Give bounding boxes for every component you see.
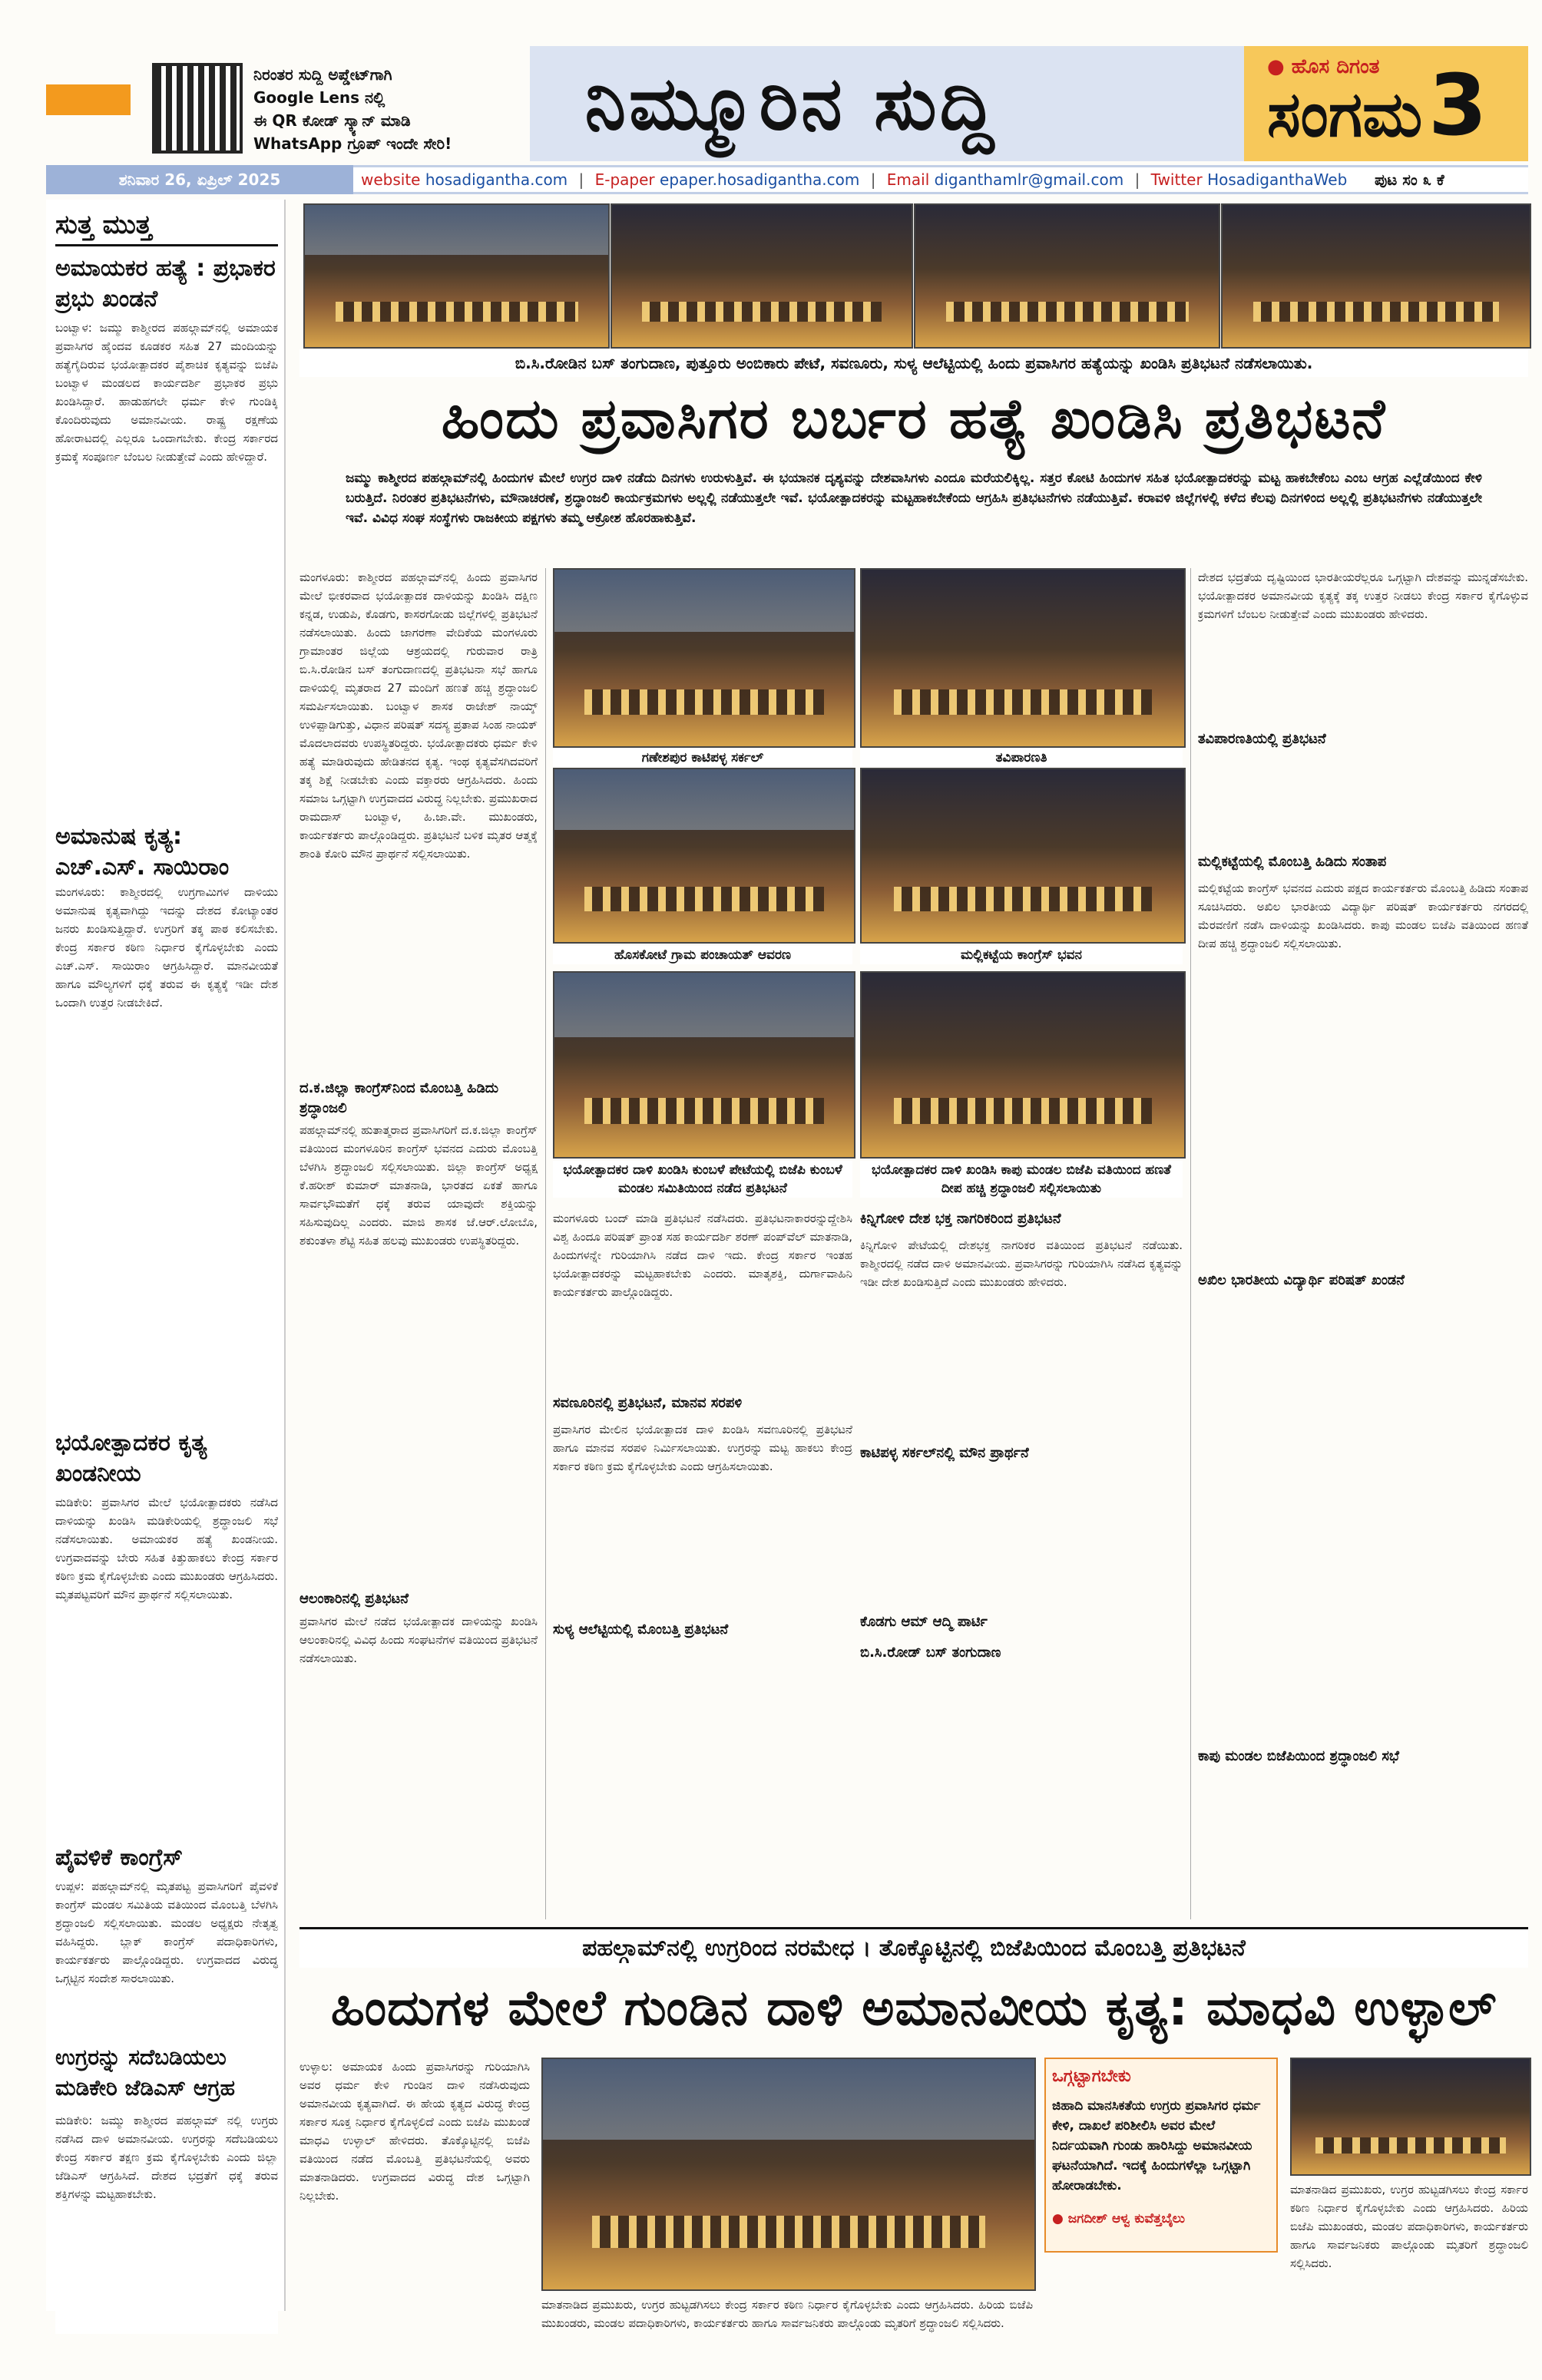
qr-line: ಈ QR ಕೋಡ್ ಸ್ಕ್ಯಾನ್ ಮಾಡಿ <box>253 111 411 130</box>
article-body: ಉಳ್ಳಾಲ: ಅಮಾಯಕ ಹಿಂದು ಪ್ರವಾಸಿಗರನ್ನು ಗುರಿಯಾಗಿಸಿ ಅವರ ಧರ್ಮ ಕೇಳಿ ಗುಂಡಿನ ದಾಳಿ ನಡೆಸಿರುವುದು ಅಮಾನವೀಯ ಕೃತ್ಯವಾಗಿದೆ. ಈ ಹೇಯ ಕೃತ್ಯದ ವಿರುದ್ಧ ಕೇಂದ್ರ ಸರ್ಕಾರ ಸೂಕ್ತ ನಿರ್ಧಾರ ಕೈಗೊಳ್ಳಲಿದೆ ಎಂದು ಬಿಜೆಪಿ ಮುಖಂಡೆ ಮಾಧವಿ ಉಳ್ಳಾಲ್ ಹೇಳಿದರು. ತೊಕ್ಕೊಟ್ಟಿನಲ್ಲಿ ಬಿಜೆಪಿ ವತಿಯಿಂದ ನಡೆದ ಮೊಂಬತ್ತಿ ಪ್ರತಿಭಟನೆಯಲ್ಲಿ ಅವರು ಮಾತನಾಡಿದರು. ಉಗ್ರವಾದದ ವಿರುದ್ಧ ದೇಶ ಒಗ್ಗಟ್ಟಾಗಿ ನಿಲ್ಲಬೇಕು. <box>299 2060 530 2203</box>
photo-caption: ಭಯೋತ್ಪಾದಕರ ದಾಳಿ ಖಂಡಿಸಿ ಕುಂಬಳೆ ಪೇಟೆಯಲ್ಲಿ ಬಿಜೆಪಿ ಕುಂಬಳೆ ಮಂಡಲ ಸಮಿತಿಯಿಂದ ನಡೆದ ಪ್ರತಿಭಟನೆ <box>553 1161 852 1198</box>
brand-color-bar <box>46 84 131 115</box>
story-headline[interactable]: ಉಗ್ರರನ್ನು ಸದೆಬಡಿಯಲು ಮಡಿಕೇರಿ ಜೆಡಿಎಸ್ ಆಗ್ರಹ <box>55 2042 278 2104</box>
separator: | <box>870 170 876 189</box>
article-subhead: ಕೊಡಗು ಆಮ್ ಆದ್ಮಿ ಪಾರ್ಟಿ <box>860 1614 988 1630</box>
article-body: ದೇಶದ ಭದ್ರತೆಯ ದೃಷ್ಟಿಯಿಂದ ಭಾರತೀಯರೆಲ್ಲರೂ ಒಗ್ಗಟ್ಟಾಗಿ ದೇಶವನ್ನು ಮುನ್ನಡೆಸಬೇಕು. ಭಯೋತ್ಪಾದಕರ ಅಮಾನವೀಯ ಕೃತ್ಯಕ್ಕೆ ತಕ್ಕ ಉತ್ತರ ನೀಡಲು ಕೇಂದ್ರ ಸರ್ಕಾರ ಕೈಗೊಳ್ಳುವ ಕ್ರಮಗಳಿಗೆ ಬೆಂಬಲ ನೀಡುತ್ತೇವೆ ಎಂದು ಮುಖಂಡರು ಹೇಳಿದರು. <box>1198 570 1528 621</box>
quote-title: ಒಗ್ಗಟ್ಟಾಗಬೇಕು <box>1052 2067 1131 2086</box>
page-title: ನಿಮ್ಮೂರಿನ ಸುದ್ದಿ <box>584 61 998 147</box>
quote-author: ● ಜಗದೀಶ್ ಆಳ್ವ ಕುವೆತ್ತಬೈಲು <box>1052 2211 1185 2226</box>
news-photo[interactable] <box>1221 203 1531 349</box>
news-photo[interactable] <box>914 203 1220 349</box>
news-photo[interactable] <box>1290 2058 1531 2176</box>
news-photo[interactable] <box>860 568 1186 748</box>
photo-caption: ಮಲ್ಲಿಕಟ್ಟೆಯ ಕಾಂಗ್ರೆಸ್ ಭವನ <box>860 946 1183 964</box>
newspaper-brand: ● ಹೊಸ ದಿಗಂತ <box>1267 55 1380 78</box>
news-photo[interactable] <box>860 768 1186 944</box>
story-headline[interactable]: ಅಮಾನುಷ ಕೃತ್ಯ: ಎಚ್.ಎಸ್. ಸಾಯಿರಾಂ <box>55 823 230 881</box>
story-headline[interactable]: ಅಮಾಯಕರ ಹತ್ಯೆ : ಪ್ರಭಾಕರ ಪ್ರಭು ಖಂಡನೆ <box>55 255 276 312</box>
main-headline[interactable]: ಹಿಂದು ಪ್ರವಾಸಿಗರ ಬರ್ಬರ ಹತ್ಯೆ ಖಂಡಿಸಿ ಪ್ರತಿಭಟನೆ <box>441 386 1387 451</box>
article-subhead: ಕಿನ್ನಿಗೋಳಿ ದೇಶ ಭಕ್ತ ನಾಗರಿಕರಿಂದ ಪ್ರತಿಭಟನೆ <box>860 1211 1061 1227</box>
twitter-label: Twitter <box>1150 170 1203 189</box>
issue-date: ಶನಿವಾರ 26, ಏಪ್ರಿಲ್ 2025 <box>46 165 353 194</box>
epaper-label: E-paper <box>594 170 655 189</box>
news-photo[interactable] <box>303 203 610 349</box>
qr-line: ನಿರಂತರ ಸುದ್ದಿ ಅಪ್ಡೇಟ್‌ಗಾಗಿ <box>253 65 392 84</box>
story-headline[interactable]: ಪೈವಳಿಕೆ ಕಾಂಗ್ರೆಸ್ <box>55 1844 184 1871</box>
news-photo[interactable] <box>553 971 855 1159</box>
pages-code: ಪುಟ ಸಂ ೩ ಕೆ <box>1375 170 1444 189</box>
news-photo[interactable] <box>553 568 855 748</box>
quote-body: ಜಿಹಾದಿ ಮಾನಸಿಕತೆಯ ಉಗ್ರರು ಪ್ರವಾಸಿಗರ ಧರ್ಮ ಕೇಳಿ, ದಾಖಲೆ ಪರಿಶೀಲಿಸಿ ಅವರ ಮೇಲೆ ನಿರ್ದಯವಾಗಿ ಗುಂಡು ಹಾರಿಸಿದ್ದು ಅಮಾನವೀಯ ಘಟನೆಯಾಗಿದೆ. ಇದಕ್ಕೆ ಹಿಂದುಗಳೆಲ್ಲಾ ಒಗ್ಗಟ್ಟಾಗಿ ಹೋರಾಡಬೇಕು. <box>1052 2098 1261 2193</box>
article-subhead: ಆಲಂಕಾರಿನಲ್ಲಿ ಪ್ರತಿಭಟನೆ <box>299 1591 409 1607</box>
photo-caption: ಹೊಸಕೋಟೆ ಗ್ರಾಮ ಪಂಚಾಯತ್ ಆವರಣ <box>553 946 852 964</box>
article-body: ಪ್ರವಾಸಿಗರ ಮೇಲೆ ನಡೆದ ಭಯೋತ್ಪಾದಕ ದಾಳಿಯನ್ನು ಖಂಡಿಸಿ ಆಲಂಕಾರಿನಲ್ಲಿ ವಿವಿಧ ಹಿಂದು ಸಂಘಟನೆಗಳ ವತಿಯಿಂದ ಪ್ರತಿಭಟನೆ ನಡೆಸಲಾಯಿತು. <box>299 1615 538 1665</box>
article-subhead: ತವಿಪಾರಣತಿಯಲ್ಲಿ ಪ್ರತಿಭಟನೆ <box>1198 731 1326 747</box>
story-headline[interactable]: ಭಯೋತ್ಪಾದಕರ ಕೃತ್ಯ ಖಂಡನೀಯ <box>55 1430 207 1487</box>
column-rule <box>1190 568 1191 1919</box>
article-subhead: ಸವಣೂರಿನಲ್ಲಿ ಪ್ರತಿಭಟನೆ, ಮಾನವ ಸರಪಳಿ <box>553 1395 743 1411</box>
section-banner: ಪಹಲ್ಗಾಮ್‌ನಲ್ಲಿ ಉಗ್ರರಿಂದ ನರಮೇಧ । ತೊಕ್ಕೊಟ್ಟಿನಲ್ಲಿ ಬಿಜೆಪಿಯಿಂದ ಮೊಂಬತ್ತಿ ಪ್ರತಿಭಟನೆ <box>299 1927 1528 1968</box>
photo-caption: ಭಯೋತ್ಪಾದಕರ ದಾಳಿ ಖಂಡಿಸಿ ಕಾಪು ಮಂಡಲ ಬಿಜೆಪಿ ವತಿಯಿಂದ ಹಣತೆ ದೀಪ ಹಚ್ಚಿ ಶ್ರದ್ಧಾಂಜಲಿ ಸಲ್ಲಿಸಲಾಯಿತು <box>860 1161 1183 1198</box>
story-body: ಮಂಗಳೂರು: ಕಾಶ್ಮೀರದಲ್ಲಿ ಉಗ್ರಗಾಮಿಗಳ ದಾಳಿಯು ಅಮಾನುಷ ಕೃತ್ಯವಾಗಿದ್ದು ಇದನ್ನು ದೇಶದ ಕೋಟ್ಯಾಂತರ ಜನರು ಖಂಡಿಸುತ್ತಿದ್ದಾರೆ. ಉಗ್ರರಿಗೆ ತಕ್ಕ ಪಾಠ ಕಲಿಸಬೇಕು. ಕೇಂದ್ರ ಸರ್ಕಾರ ಕಠಿಣ ನಿರ್ಧಾರ ಕೈಗೊಳ್ಳಬೇಕು ಎಂದು ಎಚ್.ಎಸ್. ಸಾಯಿರಾಂ ಆಗ್ರಹಿಸಿದ್ದಾರೆ. ಮಾನವೀಯತೆ ಹಾಗೂ ಮೌಲ್ಯಗಳಿಗೆ ಧಕ್ಕೆ ತರುವ ಈ ಕೃತ್ಯಕ್ಕೆ ಇಡೀ ದೇಶ ಒಂದಾಗಿ ಉತ್ತರ ನೀಡಬೇಕಿದೆ. <box>55 885 278 1010</box>
qr-line: Google Lens ನಲ್ಲಿ <box>253 88 386 107</box>
news-photo[interactable] <box>553 768 855 944</box>
qr-line: WhatsApp ಗ್ರೂಪ್ ಇಂದೇ ಸೇರಿ! <box>253 134 452 153</box>
section-title: ಸಂಗಮ <box>1267 78 1423 151</box>
story-body: ಮಡಿಕೇರಿ: ಜಮ್ಮು ಕಾಶ್ಮೀರದ ಪಹಲ್ಗಾಮ್ ನಲ್ಲಿ ಉಗ್ರರು ನಡೆಸಿದ ದಾಳಿ ಅಮಾನವೀಯ. ಉಗ್ರರನ್ನು ಸದೆಬಡಿಯಲು ಕೇಂದ್ರ ಸರ್ಕಾರ ತಕ್ಷಣ ಕ್ರಮ ಕೈಗೊಳ್ಳಬೇಕು ಎಂದು ಜಿಲ್ಲಾ ಜೆಡಿಎಸ್ ಆಗ್ರಹಿಸಿದೆ. ದೇಶದ ಭದ್ರತೆಗೆ ಧಕ್ಕೆ ತರುವ ಶಕ್ತಿಗಳನ್ನು ಮಟ್ಟಹಾಕಬೇಕು. <box>55 2111 278 2334</box>
article-body: ಪ್ರವಾಸಿಗರ ಮೇಲಿನ ಭಯೋತ್ಪಾದಕ ದಾಳಿ ಖಂಡಿಸಿ ಸವಣೂರಿನಲ್ಲಿ ಪ್ರತಿಭಟನೆ ಹಾಗೂ ಮಾನವ ಸರಪಳಿ ನಿರ್ಮಿಸಲಾಯಿತು. ಉಗ್ರರನ್ನು ಮಟ್ಟ ಹಾಕಲು ಕೇಂದ್ರ ಸರ್ಕಾರ ಕಠಿಣ ಕ್ರಮ ಕೈಗೊಳ್ಳಬೇಕು ಎಂದು ಆಗ್ರಹಿಸಲಾಯಿತು. <box>553 1423 852 1473</box>
article-body: ಮಂಗಳೂರು ಬಂದ್ ಮಾಡಿ ಪ್ರತಿಭಟನೆ ನಡೆಸಿದರು. ಪ್ರತಿಭಟನಾಕಾರರನ್ನುದ್ದೇಶಿಸಿ ವಿಶ್ವ ಹಿಂದೂ ಪರಿಷತ್ ಪ್ರಾಂತ ಸಹ ಕಾರ್ಯದರ್ಶಿ ಶರಣ್ ಪಂಪ್‌ವೆಲ್ ಮಾತನಾಡಿ, ಹಿಂದುಗಳನ್ನೇ ಗುರಿಯಾಗಿಸಿ ನಡೆದ ದಾಳಿ ಇದು. ಕೇಂದ್ರ ಸರ್ಕಾರ ಇಂತಹ ಭಯೋತ್ಪಾದಕರನ್ನು ಮಟ್ಟಹಾಕಬೇಕು ಎಂದರು. ಮಾತೃಶಕ್ತಿ, ದುರ್ಗಾವಾಹಿನಿ ಕಾರ್ಯಕರ್ತರು ಪಾಲ್ಗೊಂಡಿದ್ದರು. <box>553 1211 852 1299</box>
article-subhead: ಕಾಪು ಮಂಡಲ ಬಿಜೆಪಿಯಿಂದ ಶ್ರದ್ಧಾಂಜಲಿ ಸಭೆ <box>1198 1748 1399 1764</box>
column-title: ಸುತ್ತ ಮುತ್ತ <box>55 206 278 246</box>
epaper-link[interactable]: epaper.hosadigantha.com <box>660 170 860 189</box>
article-subhead: ಸುಳ್ಯ ಆಲೆಟ್ಟಿಯಲ್ಲಿ ಮೊಂಬತ್ತಿ ಪ್ರತಿಭಟನೆ <box>553 1621 729 1638</box>
lower-headline[interactable]: ಹಿಂದುಗಳ ಮೇಲೆ ಗುಂಡಿನ ದಾಳಿ ಅಮಾನವೀಯ ಕೃತ್ಯ: ಮಾಧವಿ ಉಳ್ಳಾಲ್ <box>330 1980 1497 2037</box>
contact-links <box>361 167 1359 192</box>
qr-promo-text <box>253 63 507 155</box>
article-subhead: ಮಲ್ಲಿಕಟ್ಟೆಯಲ್ಲಿ ಮೊಂಬತ್ತಿ ಹಿಡಿದು ಸಂತಾಪ <box>1198 854 1387 870</box>
article-subhead: ಬಿ.ಸಿ.ರೋಡ್ ಬಸ್ ತಂಗುದಾಣ <box>860 1645 1001 1661</box>
photo-caption: ಬಿ.ಸಿ.ರೋಡಿನ ಬಸ್ ತಂಗುದಾಣ, ಪುತ್ತೂರು ಅಂಬಿಕಾರು ಪೇಟೆ, ಸವಣೂರು, ಸುಳ್ಯ ಆಲೆಟ್ಟಿಯಲ್ಲಿ ಹಿಂದು ಪ್ರವಾಸಿಗರ ಹತ್ಯೆಯನ್ನು ಖಂಡಿಸಿ ಪ್ರತಿಭಟನೆ ನಡೆಸಲಾಯಿತು. <box>299 349 1528 377</box>
email-link[interactable]: diganthamlr@gmail.com <box>934 170 1124 189</box>
story-body: ಉಪ್ಪಳ: ಪಹಲ್ಗಾಮ್‌ನಲ್ಲಿ ಮೃತಪಟ್ಟ ಪ್ರವಾಸಿಗರಿಗೆ ಪೈವಳಿಕೆ ಕಾಂಗ್ರೆಸ್ ಮಂಡಲ ಸಮಿತಿಯ ವತಿಯಿಂದ ಮೊಂಬತ್ತಿ ಬೆಳಗಿಸಿ ಶ್ರದ್ಧಾಂಜಲಿ ಸಲ್ಲಿಸಲಾಯಿತು. ಮಂಡಲ ಅಧ್ಯಕ್ಷರು ನೇತೃತ್ವ ವಹಿಸಿದ್ದರು. ಬ್ಲಾಕ್ ಕಾಂಗ್ರೆಸ್ ಪದಾಧಿಕಾರಿಗಳು, ಕಾರ್ಯಕರ್ತರು ಪಾಲ್ಗೊಂಡಿದ್ದರು. ಉಗ್ರವಾದದ ವಿರುದ್ಧ ಒಗ್ಗಟ್ಟಿನ ಸಂದೇಶ ಸಾರಲಾಯಿತು. <box>55 1879 278 1985</box>
column-rule <box>545 568 546 1919</box>
article-subhead: ಕಾಟಿಪಳ್ಳ ಸರ್ಕಲ್‌ನಲ್ಲಿ ಮೌನ ಪ್ರಾರ್ಥನೆ <box>860 1445 1029 1461</box>
separator: | <box>1134 170 1140 189</box>
story-body: ಬಂಟ್ವಾಳ: ಜಮ್ಮು ಕಾಶ್ಮೀರದ ಪಹಲ್ಗಾಮ್‌ನಲ್ಲಿ ಅಮಾಯಕ ಪ್ರವಾಸಿಗರ ಹೈಂದವ ಕೂಡಕರ ಸಹಿತ 27 ಮಂದಿಯನ್ನು ಹತ್ಯೆಗೈದಿರುವ ಭಯೋತ್ಪಾದಕರ ಪೈಶಾಚಿಕ ಕೃತ್ಯವನ್ನು ಬಿಜೆಪಿ ಬಂಟ್ವಾಳ ಮಂಡಲದ ಕಾರ್ಯದರ್ಶಿ ಪ್ರಭಾಕರ ಪ್ರಭು ಖಂಡಿಸಿದ್ದಾರೆ. ಹಾಡುಹಗಲೇ ಧರ್ಮ ಕೇಳಿ ಗುಂಡಿಕ್ಕಿ ಕೊಂದಿರುವುದು ಅಮಾನವೀಯ. ರಾಷ್ಟ್ರ ರಕ್ಷಣೆಯ ಹೋರಾಟದಲ್ಲಿ ಎಲ್ಲರೂ ಒಂದಾಗಬೇಕು. ಕೇಂದ್ರ ಸರ್ಕಾರದ ಕ್ರಮಕ್ಕೆ ಸಂಪೂರ್ಣ ಬೆಂಬಲ ನೀಡುತ್ತೇವೆ ಎಂದು ಹೇಳಿದ್ದಾರೆ. <box>55 321 278 464</box>
website-label: website <box>361 170 421 189</box>
separator: | <box>578 170 584 189</box>
news-photo[interactable] <box>860 971 1186 1159</box>
page-number: 3 <box>1428 56 1487 154</box>
qr-code-image[interactable] <box>152 63 243 154</box>
article-body: ಮಲ್ಲಿಕಟ್ಟೆಯ ಕಾಂಗ್ರೆಸ್ ಭವನದ ಎದುರು ಪಕ್ಷದ ಕಾರ್ಯಕರ್ತರು ಮೊಂಬತ್ತಿ ಹಿಡಿದು ಸಂತಾಪ ಸೂಚಿಸಿದರು. ಅಖಿಲ ಭಾರತೀಯ ವಿದ್ಯಾರ್ಥಿ ಪರಿಷತ್ ಕಾರ್ಯಕರ್ತರು ನಗರದಲ್ಲಿ ಮೆರವಣಿಗೆ ನಡೆಸಿ ದಾಳಿಯನ್ನು ಖಂಡಿಸಿದರು. ಕಾಪು ಮಂಡಲ ಬಿಜೆಪಿ ವತಿಯಿಂದ ಹಣತೆ ದೀಪ ಹಚ್ಚಿ ಶ್ರದ್ಧಾಂಜಲಿ ಸಲ್ಲಿಸಲಾಯಿತು. <box>1198 881 1528 950</box>
photo-caption: ಗಣೇಶಪುರ ಕಾಟಿಪಳ್ಳ ಸರ್ಕಲ್ <box>553 749 852 767</box>
website-link[interactable]: hosadigantha.com <box>425 170 568 189</box>
news-photo[interactable] <box>611 203 913 349</box>
article-body: ಕಿನ್ನಿಗೋಳಿ ಪೇಟೆಯಲ್ಲಿ ದೇಶಭಕ್ತ ನಾಗರಿಕರ ವತಿಯಿಂದ ಪ್ರತಿಭಟನೆ ನಡೆಯಿತು. ಕಾಶ್ಮೀರದಲ್ಲಿ ನಡೆದ ದಾಳಿ ಅಮಾನವೀಯ. ಪ್ರವಾಸಿಗರನ್ನು ಗುರಿಯಾಗಿಸಿ ನಡೆಸಿದ ಕೃತ್ಯವನ್ನು ಇಡೀ ದೇಶ ಖಂಡಿಸುತ್ತಿದೆ ಎಂದು ಮುಖಂಡರು ಹೇಳಿದರು. <box>860 1238 1183 1289</box>
article-intro: ಜಮ್ಮು ಕಾಶ್ಮೀರದ ಪಹಲ್ಗಾಮ್‌ನಲ್ಲಿ ಹಿಂದುಗಳ ಮೇಲೆ ಉಗ್ರರ ದಾಳಿ ನಡೆದು ದಿನಗಳು ಉರುಳುತ್ತಿವೆ. ಈ ಭಯಾನಕ ದೃಶ್ಯವನ್ನು ದೇಶವಾಸಿಗಳು ಎಂದೂ ಮರೆಯಲಿಕ್ಕಿಲ್ಲ. ಸತ್ತರ ಕೋಟಿ ಹಿಂದುಗಳ ಸಹಿತ ಭಯೋತ್ಪಾದಕರನ್ನು ಮಟ್ಟ ಹಾಕಬೇಕೆಂಬ ಎಂಬ ಆಗ್ರಹ ಎಲ್ಲೆಡೆಯಿಂದ ಕೇಳಿ ಬರುತ್ತಿದೆ. ನಿರಂತರ ಪ್ರತಿಭಟನೆಗಳು, ಮೌನಾಚರಣೆ, ಶ್ರದ್ಧಾಂಜಲಿ ಕಾರ್ಯಕ್ರಮಗಳು ಅಲ್ಲಲ್ಲಿ ನಡೆಯುತ್ತಲೇ ಇವೆ. ಭಯೋತ್ಪಾದಕರನ್ನು ಮಟ್ಟಹಾಕಬೇಕೆಂದು ಆಗ್ರಹಿಸಿ ಪ್ರತಿಭಟನೆಗಳು ನಡೆಯುತ್ತಿವೆ. ಕರಾವಳಿ ಜಿಲ್ಲೆಗಳಲ್ಲಿ ಕಳೆದ ಕೆಲವು ದಿನಗಳಿಂದ ಅಲ್ಲಲ್ಲಿ ಪ್ರತಿಭಟನೆಗಳು ನಡೆಯುತ್ತಲೇ ಇವೆ. ವಿವಿಧ ಸಂಘ ಸಂಸ್ಥೆಗಳು ರಾಜಕೀಯ ಪಕ್ಷಗಳು ತಮ್ಮ ಆಕ್ರೋಶ ಹೊರಹಾಕುತ್ತಿವೆ. <box>346 471 1482 526</box>
story-body: ಮಡಿಕೇರಿ: ಪ್ರವಾಸಿಗರ ಮೇಲೆ ಭಯೋತ್ಪಾದಕರು ನಡೆಸಿದ ದಾಳಿಯನ್ನು ಖಂಡಿಸಿ ಮಡಿಕೇರಿಯಲ್ಲಿ ಶ್ರದ್ಧಾಂಜಲಿ ಸಭೆ ನಡೆಸಲಾಯಿತು. ಅಮಾಯಕರ ಹತ್ಯೆ ಖಂಡನೀಯ. ಉಗ್ರವಾದವನ್ನು ಬೇರು ಸಹಿತ ಕಿತ್ತುಹಾಕಲು ಕೇಂದ್ರ ಸರ್ಕಾರ ಕಠಿಣ ಕ್ರಮ ಕೈಗೊಳ್ಳಬೇಕು ಎಂದು ಮುಖಂಡರು ಆಗ್ರಹಿಸಿದರು. ಮೃತಪಟ್ಟವರಿಗೆ ಮೌನ ಪ್ರಾರ್ಥನೆ ಸಲ್ಲಿಸಲಾಯಿತು. <box>55 1496 278 1602</box>
article-body: ಮಾತನಾಡಿದ ಪ್ರಮುಖರು, ಉಗ್ರರ ಹುಟ್ಟಡಗಿಸಲು ಕೇಂದ್ರ ಸರ್ಕಾರ ಕಠಿಣ ನಿರ್ಧಾರ ಕೈಗೊಳ್ಳಬೇಕು ಎಂದು ಆಗ್ರಹಿಸಿದರು. ಹಿರಿಯ ಬಿಜೆಪಿ ಮುಖಂಡರು, ಮಂಡಲ ಪದಾಧಿಕಾರಿಗಳು, ಕಾರ್ಯಕರ್ತರು ಹಾಗೂ ಸಾರ್ವಜನಿಕರು ಪಾಲ್ಗೊಂಡು ಮೃತರಿಗೆ ಶ್ರದ್ಧಾಂಜಲಿ ಸಲ್ಲಿಸಿದರು. <box>1290 2183 1528 2270</box>
article-body: ಪಹಲ್ಗಾಮ್‌ನಲ್ಲಿ ಹುತಾತ್ಮರಾದ ಪ್ರವಾಸಿಗರಿಗೆ ದ.ಕ.ಜಿಲ್ಲಾ ಕಾಂಗ್ರೆಸ್ ವತಿಯಿಂದ ಮಂಗಳೂರಿನ ಕಾಂಗ್ರೆಸ್ ಭವನದ ಎದುರು ಮೊಂಬತ್ತಿ ಬೆಳಗಿಸಿ ಶ್ರದ್ಧಾಂಜಲಿ ಸಲ್ಲಿಸಲಾಯಿತು. ಜಿಲ್ಲಾ ಕಾಂಗ್ರೆಸ್ ಅಧ್ಯಕ್ಷ ಕೆ.ಹರೀಶ್ ಕುಮಾರ್ ಮಾತನಾಡಿ, ಭಾರತದ ಏಕತೆ ಹಾಗೂ ಸಾರ್ವಭೌಮತೆಗೆ ಧಕ್ಕೆ ತರುವ ಯಾವುದೇ ಶಕ್ತಿಯನ್ನು ಸಹಿಸುವುದಿಲ್ಲ ಎಂದರು. ಮಾಜಿ ಶಾಸಕ ಜೆ.ಆರ್.ಲೋಬೊ, ಶಕುಂತಳಾ ಶೆಟ್ಟಿ ಸಹಿತ ಹಲವು ಮುಖಂಡರು ಉಪಸ್ಥಿತರಿದ್ದರು. <box>299 1123 538 1248</box>
article-body: ಮಾತನಾಡಿದ ಪ್ರಮುಖರು, ಉಗ್ರರ ಹುಟ್ಟಡಗಿಸಲು ಕೇಂದ್ರ ಸರ್ಕಾರ ಕಠಿಣ ನಿರ್ಧಾರ ಕೈಗೊಳ್ಳಬೇಕು ಎಂದು ಆಗ್ರಹಿಸಿದರು. ಹಿರಿಯ ಬಿಜೆಪಿ ಮುಖಂಡರು, ಮಂಡಲ ಪದಾಧಿಕಾರಿಗಳು, ಕಾರ್ಯಕರ್ತರು ಹಾಗೂ ಸಾರ್ವಜನಿಕರು ಪಾಲ್ಗೊಂಡು ಮೃತರಿಗೆ ಶ್ರದ್ಧಾಂಜಲಿ ಸಲ್ಲಿಸಿದರು. <box>541 2298 1033 2330</box>
article-body: ಮಂಗಳೂರು: ಕಾಶ್ಮೀರದ ಪಹಲ್ಗಾಮ್‌ನಲ್ಲಿ ಹಿಂದು ಪ್ರವಾಸಿಗರ ಮೇಲೆ ಭೀಕರವಾದ ಭಯೋತ್ಪಾದಕ ದಾಳಿಯನ್ನು ಖಂಡಿಸಿ ದಕ್ಷಿಣ ಕನ್ನಡ, ಉಡುಪಿ, ಕೊಡಗು, ಕಾಸರಗೋಡು ಜಿಲ್ಲೆಗಳಲ್ಲಿ ಪ್ರತಿಭಟನೆ ನಡೆಸಲಾಯಿತು. ಹಿಂದು ಜಾಗರಣಾ ವೇದಿಕೆಯ ಮಂಗಳೂರು ಗ್ರಾಮಾಂತರ ಜಿಲ್ಲೆಯ ಆಶ್ರಯದಲ್ಲಿ ಗುರುವಾರ ರಾತ್ರಿ ಬಿ.ಸಿ.ರೋಡಿನ ಬಸ್ ತಂಗುದಾಣದಲ್ಲಿ ಪ್ರತಿಭಟನಾ ಸಭೆ ಹಾಗೂ ದಾಳಿಯಲ್ಲಿ ಮೃತರಾದ 27 ಮಂದಿಗೆ ಹಣತೆ ಹಚ್ಚಿ ಶ್ರದ್ಧಾಂಜಲಿ ಸಮರ್ಪಿಸಲಾಯಿತು. ಬಂಟ್ವಾಳ ಶಾಸಕ ರಾಜೇಶ್ ನಾಯ್ಕ್ ಉಳಿಪ್ಪಾಡಿಗುತ್ತು, ವಿಧಾನ ಪರಿಷತ್ ಸದಸ್ಯ ಪ್ರತಾಪ ಸಿಂಹ ನಾಯಕ್ ಮೊದಲಾದವರು ಉಪಸ್ಥಿತರಿದ್ದರು. ಭಯೋತ್ಪಾದಕರು ಧರ್ಮ ಕೇಳಿ ಹತ್ಯೆ ಮಾಡಿರುವುದು ಹೇಡಿತನದ ಕೃತ್ಯ. ಇಂಥ ಕೃತ್ಯವೆಸಗಿದವರಿಗೆ ತಕ್ಕ ಶಿಕ್ಷೆ ನೀಡಬೇಕು ಎಂದು ವಕ್ತಾರರು ಆಗ್ರಹಿಸಿದರು. ಹಿಂದು ಸಮಾಜ ಒಗ್ಗಟ್ಟಾಗಿ ಉಗ್ರವಾದದ ವಿರುದ್ಧ ನಿಲ್ಲಬೇಕು. ಪ್ರಮುಖರಾದ ರಾಮದಾಸ್ ಬಂಟ್ವಾಳ, ಹಿ.ಜಾ.ವೇ. ಮುಖಂಡರು, ಕಾರ್ಯಕರ್ತರು ಪಾಲ್ಗೊಂಡಿದ್ದರು. ಪ್ರತಿಭಟನೆ ಬಳಿಕ ಮೃತರ ಆತ್ಮಕ್ಕೆ ಶಾಂತಿ ಕೋರಿ ಮೌನ ಪ್ರಾರ್ಥನೆ ಸಲ್ಲಿಸಲಾಯಿತು. <box>299 570 538 861</box>
article-subhead: ದ.ಕ.ಜಿಲ್ಲಾ ಕಾಂಗ್ರೆಸ್‌ನಿಂದ ಮೊಂಬತ್ತಿ ಹಿಡಿದು ಶ್ರದ್ಧಾಂಜಲಿ <box>299 1080 499 1116</box>
twitter-link[interactable]: HosadiganthaWeb <box>1207 170 1348 189</box>
email-label: Email <box>886 170 930 189</box>
news-photo[interactable] <box>541 2058 1036 2291</box>
photo-caption: ತವಿಪಾರಣತಿ <box>860 749 1183 767</box>
article-subhead: ಅಖಿಲ ಭಾರತೀಯ ವಿದ್ಯಾರ್ಥಿ ಪರಿಷತ್ ಖಂಡನೆ <box>1198 1272 1405 1288</box>
